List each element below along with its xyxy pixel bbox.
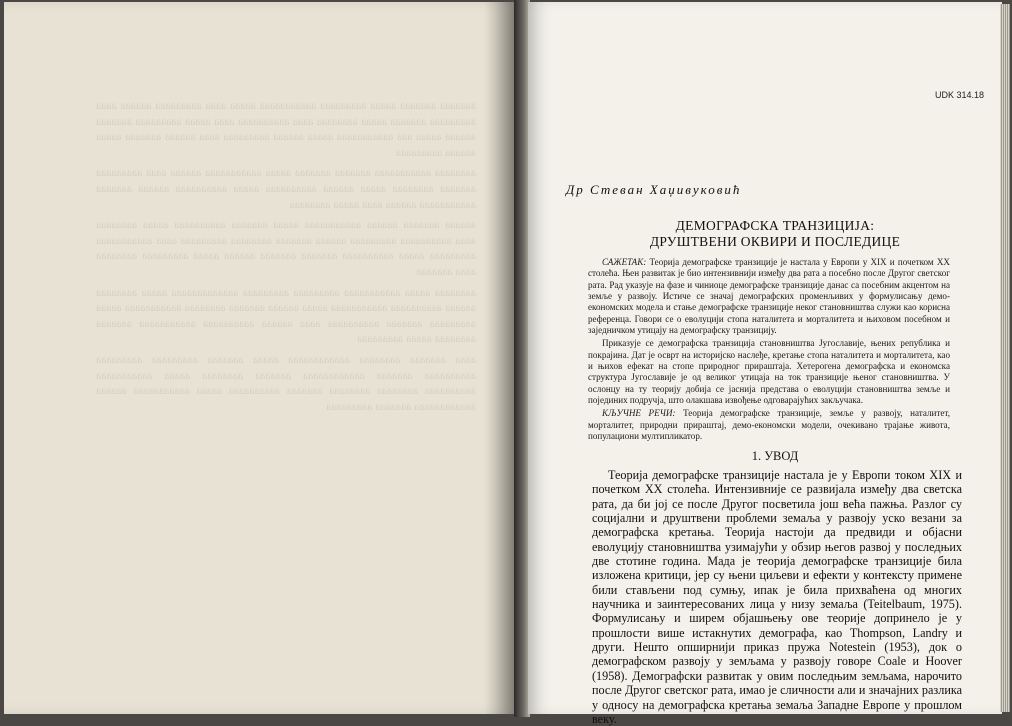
abstract — [588, 257, 950, 445]
article-title-line-1: ДЕМОГРАФСКА ТРАНЗИЦИЈА: — [675, 218, 875, 233]
abstract-label: САЖЕТАК: — [602, 257, 647, 267]
section-heading: 1. УВОД — [751, 449, 799, 463]
udk-code: UDK 314.18 — [934, 90, 984, 100]
article-title-line-2: ДРУШТВЕНИ ОКВИРИ И ПОСЛЕДИЦЕ — [649, 234, 901, 249]
article-title — [568, 218, 982, 250]
body-paragraph: Теорија демографске транзиције настала је у Европи током XIX и почетком XX столећа. Интензивније се развијала између два светска рата, да би јој се после Другог посветила још већа пажња. Разлог су социјални и друштвени проблеми земаља у развоју уско везани за демографска кретања. Теорија настоји да предвиди и објасни еволуцију становништва узимајући у обзир његов развој у последњих две стотине година. Мада је теорија демографске транзиције била изложена критици, јер су њени циљеви и ефекти у контексту примене били стављени под сумњу, ипак је била прихваћена од многих научника и заинтересованих лица у низу земаља (Teitelbaum, 1975). Формулисању и ширем објашњењу ове теорије допринело је у прошлости више истакнутих демографа, као Thompson, Landry и други. Нешто опширнији приказ пружа Notestein (1953), док о демографском развоју у земљама у развоју говоре Coale и Hoover (1958). Демографски развитак у овим последњим земљама, нарочито после Другог светског рата, имао је сличности али и значајних разлика у односу на демографска кретања земаља Западне Европе у прошлом веку. — [592, 468, 962, 726]
abstract-text-1: Теорија демографске транзиције је настала у Европи у XIX и почетком XX столећа. Њен развитак је био интензивнији између два рата а посебно после Другог светског рата. Рад указује на фазе и чиниоце демографске транзиције данас са посебним акцентом на земље у развоју. Истиче се значај демографских променљивих у формулисању демо-економских модела и стање демографске транзиције неког становништва служи као корисна референца. Говори се о еволуцији стопа наталитета и морталитета и њиховом посебном и заједничком утицају на демографску транзицију. — [588, 257, 950, 336]
keywords-label: КЉУЧНЕ РЕЧИ: — [602, 408, 676, 419]
abstract-paragraph-2: Приказује се демографска транзиција становништва Југославије, њених република и покрајина. Дат је осврт на историјско наслеђе, кретање стопа наталитета и морталитета, као и њихов ефекат на стопе природног прираштаја. Хетерогена демографска и економска структура Југославије је од великог утицаја на ток транзиције њеног становништва. У ослонцу на ту теорију добија се јаснија представа о еволуцији становништва земље и појединих подручја, што олакшава извођење одговарајућих закључака. — [588, 338, 950, 406]
left-page-gutter-shadow — [484, 2, 514, 714]
right-page — [528, 2, 1002, 726]
author-name: Др Стеван Хаџивуковић — [566, 182, 742, 197]
show-through-text: ааааааа ааааааа ааааа ааааааааа ааааааааааа ааааа аааа ааааааааа аааааа аааа ааааааааа ааааааа ааааа аааааааа аааа аааааааааа аааа ааааа ааааааааа ааааааа аааааа ааааа ааа ааааааааааа ааааа аааааа ааааааааа аааа аааааа ааааааа ааааа аааааа ааааааааа аааааааа ааааааааааа ааааааа ааааааа ааааа ааааааааааа аааааа аааа ааааааааа ааааааа аааааааа ааааа аааааа аааааааааа ааааа аааааааааа аааааа ааааааа ааааааааааа аааааа аааа ааааа аааааааа аааааа ааааааа аааааа ааааааааааа ааааа ааааааа аааааааааа ааааа аааааааа аааа аааааааааа ааааааааа аааааа ааааааа аааааааа ааааааааа аааа ааааааааааа ааааааааа ааааа аааааааааа ааааааа ааааааа аааааа ааааа ааааааааа аааааааа аааа ааааааа аааааааа ааааа ааааааааааа ааааааааа ааааааааа ааааааааааааа ааааа аааааааа аааааа аааааааааа ааааааааааа ааааа аааааа ааааааа аааааааа ааааааааааа ааааа ааааааааа ааааааа аааааааааа аааа аааааа аааааааааа ааааааааааа ааааааа аааааааа ааааа ааааааааа аааа ааааааа аааааааа аааааааааааа ааааа ааааааа ааааааааа ааааааааа аааааааааа ааааааа аааааааааааа ааааааа аааааааа ааааа ааааааааааа аааааааааа аааааааа аааааааа ааааааа аааааааааа ааааа ааааааааааа аааааа аааааааааааа ааааааа ааааааааа — [96, 99, 476, 413]
keywords-paragraph — [588, 408, 950, 442]
page-edges — [1000, 4, 1010, 712]
body-text — [592, 468, 962, 726]
left-page — [4, 2, 514, 714]
abstract-paragraph-1 — [588, 257, 950, 336]
keywords-text: Теорија демографске транзиције, земље у развоју, наталитет, морталитет, природни прираштај, демо-економски модели, очекивано трајање живота, популациони мултипликатор. — [588, 408, 950, 442]
